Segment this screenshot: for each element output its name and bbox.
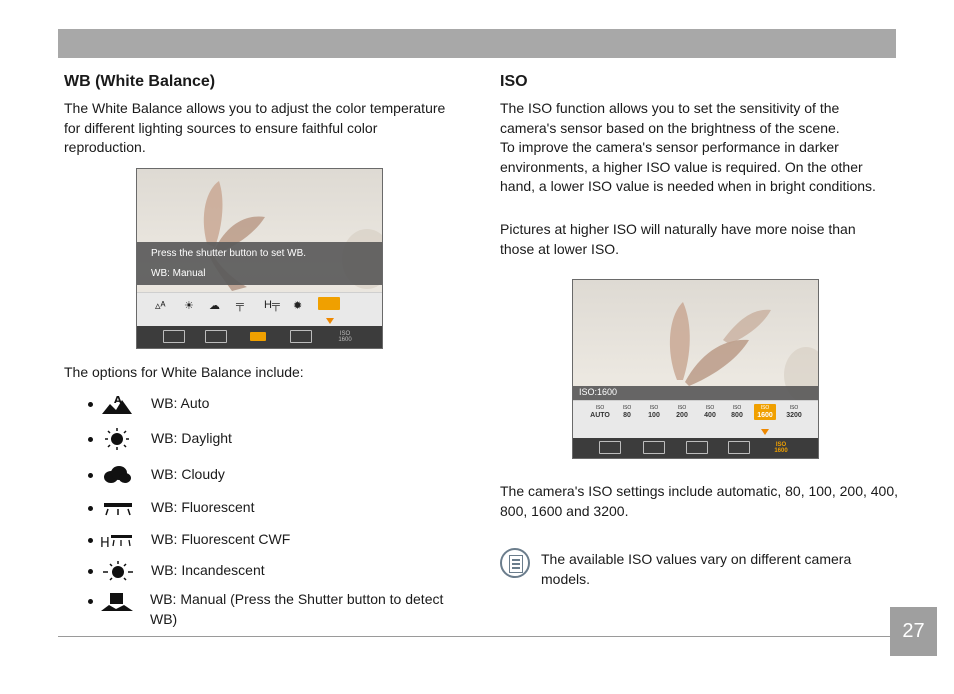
iso-option[interactable]: ISO 200 <box>676 405 688 419</box>
wb-cloudy-icon <box>102 465 132 485</box>
wb-camera-screen <box>136 168 383 349</box>
tab-icon[interactable] <box>728 441 750 454</box>
iso-option[interactable]: ISO 400 <box>704 405 716 419</box>
tab-icon[interactable] <box>163 330 185 343</box>
wb-option-label: WB: Fluorescent <box>151 499 255 515</box>
header-bar <box>58 29 896 58</box>
tab-icon[interactable] <box>686 441 708 454</box>
wb-manual-icon[interactable] <box>318 297 340 310</box>
iso-option[interactable]: ISO 3200 <box>786 405 802 419</box>
wb-auto-icon <box>100 394 134 416</box>
iso-option-strip <box>573 400 818 439</box>
tab-icon[interactable] <box>599 441 621 454</box>
tab-icon[interactable] <box>643 441 665 454</box>
iso-info-bar <box>573 386 818 400</box>
wb-option-label: WB: Fluorescent CWF <box>151 531 291 547</box>
wb-menu-tabs <box>137 326 382 348</box>
selection-arrow-icon <box>326 318 334 324</box>
iso-para-1: The ISO function allows you to set the sensitivity of the camera's sensor based on the brightness of the scene. To improve the camera's sensor performance in darker environments, a higher ISO value is required. On the other hand, a lower ISO value is needed when in bright conditions. <box>500 100 876 194</box>
wb-option-strip <box>137 292 382 327</box>
wb-option-label: WB: Auto <box>151 395 210 411</box>
wb-fluorescent-cwf-icon[interactable]: H╤ <box>264 299 280 311</box>
footer-rule <box>58 636 890 637</box>
iso-current: ISO:1600 <box>579 387 618 397</box>
wb-current: WB: Manual <box>151 268 206 279</box>
wb-auto-icon[interactable]: ▵ᴬ <box>155 300 166 312</box>
wb-fluorescent-icon[interactable]: ╤ <box>236 299 244 311</box>
tab-icon[interactable] <box>290 330 312 343</box>
iso-heading: ISO <box>500 73 528 90</box>
iso-option-selected[interactable]: ISO 1600 <box>757 405 773 419</box>
wb-fluorescent-cwf-icon <box>100 533 134 549</box>
wb-heading: WB (White Balance) <box>64 73 216 90</box>
wb-option-label: WB: Incandescent <box>151 562 265 578</box>
svg-text:H: H <box>100 536 110 549</box>
wb-daylight-icon[interactable]: ☀ <box>184 300 194 312</box>
wb-manual-icon <box>100 592 134 612</box>
tab-iso-label[interactable]: ISO 1600 <box>338 331 352 343</box>
svg-text:A: A <box>114 395 122 406</box>
wb-option-label: WB: Daylight <box>151 430 232 446</box>
wb-option-label: WB: Cloudy <box>151 466 225 482</box>
iso-note: The available ISO values vary on different camera models. <box>541 551 852 587</box>
wb-intro: The White Balance allows you to adjust the color temperature for different lighting sources to ensure faithful color reproduction. <box>64 100 446 155</box>
iso-option[interactable]: ISO 800 <box>731 405 743 419</box>
iso-option[interactable]: ISO 100 <box>648 405 660 419</box>
wb-incandescent-icon <box>102 561 134 583</box>
wb-fluorescent-icon <box>103 501 133 517</box>
page-number: 27 <box>890 607 937 656</box>
iso-option[interactable]: ISO 80 <box>622 405 632 419</box>
wb-daylight-icon <box>104 428 130 450</box>
wb-incandescent-icon[interactable]: ✹ <box>293 300 303 312</box>
selection-arrow-icon <box>761 429 769 435</box>
iso-para-3: The camera's ISO settings include automatic, 80, 100, 200, 400, 800, 1600 and 3200. <box>500 483 899 519</box>
tab-icon[interactable] <box>205 330 227 343</box>
wb-option-label: WB: Manual (Press the Shutter button to detect WB) <box>150 591 444 627</box>
iso-option[interactable]: ISO AUTO <box>590 405 610 419</box>
note-icon <box>500 548 530 578</box>
iso-menu-tabs <box>573 438 818 458</box>
tab-wb-icon[interactable] <box>250 332 266 341</box>
tab-iso-label[interactable]: ISO 1600 <box>774 442 788 454</box>
wb-options-intro: The options for White Balance include: <box>64 364 304 380</box>
iso-para-2: Pictures at higher ISO will naturally have more noise than those at lower ISO. <box>500 221 856 257</box>
wb-hint: Press the shutter button to set WB. <box>151 248 307 259</box>
iso-camera-screen <box>572 279 819 459</box>
wb-cloudy-icon[interactable]: ☁ <box>209 300 220 312</box>
wb-info-bar <box>137 242 382 285</box>
